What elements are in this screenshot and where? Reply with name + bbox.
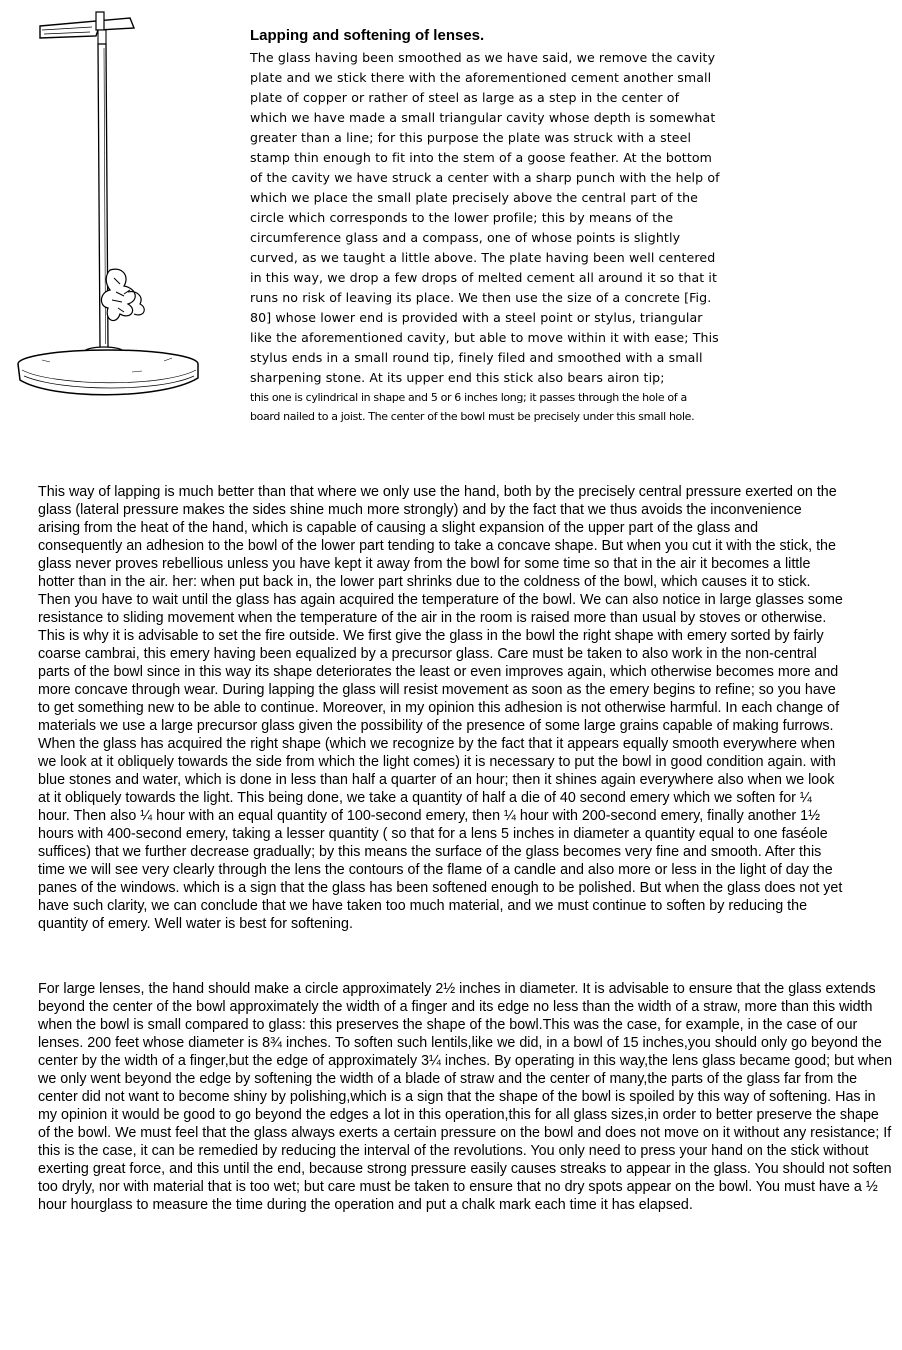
- lapping-stand-drawing: [12, 8, 212, 400]
- sidebar-paragraph-small: this one is cylindrical in shape and 5 or 6 inches long; it passes through the hole of a board nailed to a joist. The center of the bowl must be precisely under this small hole.: [250, 391, 695, 423]
- lapping-stand-figure: [12, 8, 212, 400]
- body-text-block-1: [38, 483, 846, 933]
- sidebar-text-block: [250, 27, 720, 426]
- section-title: Lapping and softening of lenses.: [250, 27, 485, 44]
- sidebar-paragraph: The glass having been smoothed as we have said, we remove the cavity plate and we stick there with the aforementioned cement another small plate of copper or rather of steel as large as a step in the center of which we have made a small triangular cavity whose depth is somewhat greater than a line; for this purpose the plate was struck with a steel stamp thin enough to fit into the stem of a goose feather. At the bottom of the cavity we have struck a center with a sharp punch with the help of which we place the small plate precisely above the central part of the circle which corresponds to the lower profile; this by means of the circumference glass and a compass, one of whose points is slightly curved, as we taught a little above. The plate having been well centered in this way, we drop a few drops of melted cement all around it so that it runs no risk of leaving its place. We then use the size of a concrete [Fig. 80] whose lower end is provided with a steel point or stylus, triangular like the aforementioned cavity, but able to move within it with ease; This stylus ends in a small round tip, finely filed and smoothed with a small sharpening stone. At its upper end this stick also bears airon tip;: [250, 50, 720, 385]
- body-text-block-2: [38, 980, 894, 1214]
- body-paragraph: For large lenses, the hand should make a circle approximately 2½ inches in diameter. It is advisable to ensure that the glass extends beyond the center of the bowl approximately the width of a finger and its edge no less than the width of a straw, more than this width when the bowl is small compared to glass: this preserves the shape of the bowl.This was the case, for example, in the case of our lenses. 200 feet whose diameter is 8¾ inches. To soften such lentils,like we did, in a bowl of 15 inches,you should only go beyond the center by the width of a finger,but the edge of approximately 3¼ inches. By operating in this way,the lens glass became good; but when we only went beyond the edge by softening the width of a blade of straw and the center of many,the parts of the glass far from the center did not want to become shiny by polishing,which is a sign that the shape of the bowl is spoiled by this way of softening. Has in my opinion it would be good to go beyond the edges a lot in this operation,this for all glass sizes,in order to better preserve the shape of the bowl. We must feel that the glass always exerts a certain pressure on the bowl and does not move on it without any resistance; If this is the case, it can be remedied by reducing the interval of the revolutions. You only need to press your hand on the stick without exerting great force, and this until the end, because strong pressure easily causes streaks to appear in the glass. You should not soften too dryly, nor with material that is too wet; but care must be taken to ensure that no dry spots appear on the bowl. You must have a ½ hour hourglass to measure the time during the operation and put a chalk mark each time it has elapsed.: [38, 981, 893, 1213]
- body-paragraph: This way of lapping is much better than that where we only use the hand, both by the precisely central pressure exerted on the glass (lateral pressure makes the sides shine much more strongly) and by the fact that we thus avoids the inconvenience arising from the heat of the hand, which is capable of causing a slight expansion of the upper part of the glass and consequently an adhesion to the bowl of the lower part tending to take a concave shape. But when you cut it with the stick, the glass never proves rebellious unless you have kept it away from the bowl for some time so that in the air it becomes a little hotter than in the air. her: when put back in, the lower part shrinks due to the coldness of the bowl, which causes it to stick. Then you have to wait until the glass has again acquired the temperature of the bowl. We can also notice in large glasses some resistance to sliding movement when the temperature of the air in the room is raised more than usual by stoves or otherwise. This is why it is advisable to set the fire outside. We first give the glass in the bowl the right shape with emery sorted by fairly coarse cambrai, this emery having been equalized by a precursor glass. Care must be taken to also work in the non-central parts of the bowl since in this way its shape deteriorates the least or even improves again, which otherwise becomes more and more concave through wear. During lapping the glass will resist movement as soon as the emery begins to refine; so you have to get something new to be able to continue. Moreover, in my opinion this adhesion is not otherwise harmful. In each change of materials we use a large precursor glass given the possibility of the presence of some large grains capable of making furrows. When the glass has acquired the right shape (which we recognize by the fact that it appears equally smooth everywhere when we look at it obliquely towards the side from which the light comes) it is necessary to put the bowl in good condition again. with blue stones and water, which is done in less than half a quarter of an hour; then it shines again everywhere also when we look at it obliquely towards the light. This being done, we take a quantity of half a die of 40 second emery which we soften for ¼ hour. Then also ¼ hour with an equal quantity of 100-second emery, then ¼ hour with 200-second emery, finally another 1½ hours with 400-second emery, taking a lesser quantity ( so that for a lens 5 inches in diameter a quantity equal to one faséole suffices) that we further decrease gradually; by this means the surface of the glass becomes very fine and smooth. After this time we will see very clearly through the lens the contours of the flame of a candle and also more or less in the light of day the panes of the windows. which is a sign that the glass has been softened enough to be polished. But when the glass does not yet have such clarity, we can conclude that we have taken too much material, and we must continue to soften by reducing the quantity of emery. Well water is best for softening.: [38, 484, 843, 932]
